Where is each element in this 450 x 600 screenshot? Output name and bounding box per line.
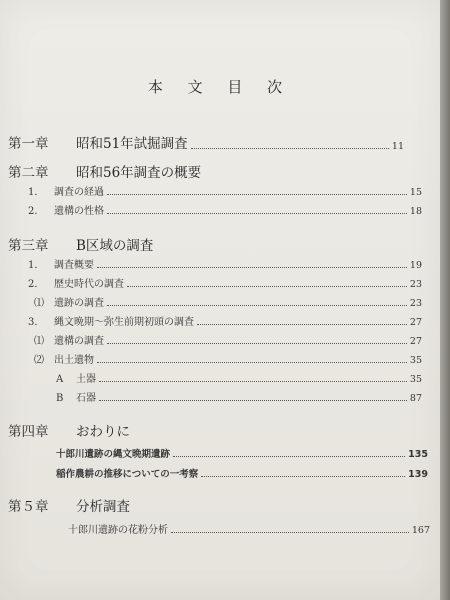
chapter-number: 第一章	[8, 136, 49, 152]
entry-title: 十郎川遺跡の花粉分析	[68, 525, 168, 536]
entry-number: 1．	[28, 187, 45, 198]
entry-number: ⑵	[34, 355, 44, 366]
page-edge	[440, 0, 450, 600]
toc-entry	[56, 370, 422, 385]
toc-entry	[34, 351, 422, 366]
dot-leader	[99, 400, 407, 401]
toc-entry	[56, 389, 422, 404]
toc-chapter-2	[8, 161, 201, 181]
toc-chapter-3	[8, 234, 153, 254]
chapter-number: 第三章	[8, 238, 49, 254]
entry-number: ⑴	[34, 336, 44, 347]
dot-leader	[107, 305, 407, 306]
dot-leader	[107, 213, 407, 214]
page-number: 18	[409, 206, 422, 217]
page-number: 11	[391, 141, 404, 152]
entry-number: 1．	[28, 260, 45, 271]
page-number: 27	[409, 317, 422, 328]
entry-number: ⑴	[34, 298, 44, 309]
page-number: 87	[409, 393, 422, 404]
toc-entry	[68, 521, 430, 536]
chapter-title: 昭和56年調査の概要	[76, 165, 202, 181]
entry-title: 遺跡の調査	[54, 298, 104, 309]
dot-leader	[107, 343, 407, 344]
toc-entry	[34, 332, 422, 347]
page-number: 35	[409, 374, 422, 385]
chapter-title: 分析調査	[76, 499, 130, 515]
entry-number: A	[56, 374, 64, 385]
entry-number: 2．	[28, 279, 45, 290]
chapter-title: B区域の調査	[76, 238, 154, 254]
page-number: 15	[409, 187, 422, 198]
dot-leader	[97, 267, 407, 268]
chapter-number: 第四章	[8, 424, 49, 440]
toc-chapter-4	[8, 420, 130, 440]
page-number: 35	[409, 355, 422, 366]
toc-chapter-5	[8, 495, 130, 515]
toc-title: 本 文 目 次	[147, 78, 293, 96]
toc-entry	[28, 183, 422, 198]
entry-title: 土器	[76, 374, 96, 385]
dot-leader	[197, 324, 407, 325]
page-number: 23	[409, 298, 422, 309]
page-number: 135	[408, 449, 428, 460]
page-number: 19	[409, 260, 422, 271]
chapter-title: おわりに	[76, 424, 130, 440]
page-number: 167	[411, 525, 430, 536]
entry-title: 調査の経過	[54, 187, 104, 198]
dot-leader	[97, 362, 407, 363]
toc-entry	[28, 275, 422, 290]
toc-entry	[56, 446, 428, 460]
entry-title: 石器	[76, 393, 96, 404]
entry-title: 歴史時代の調査	[54, 279, 124, 290]
entry-number: 2．	[28, 206, 45, 217]
toc-entry	[28, 202, 422, 217]
dot-leader	[127, 286, 407, 287]
entry-title: 出土遺物	[54, 355, 94, 366]
entry-title: 縄文晩期～弥生前期初頭の調査	[54, 317, 194, 328]
toc-entry	[56, 466, 428, 480]
chapter-title: 昭和51年試掘調査	[76, 136, 188, 152]
dot-leader	[99, 381, 407, 382]
page-number: 139	[408, 469, 428, 480]
dot-leader	[173, 456, 405, 457]
dot-leader	[191, 148, 389, 149]
entry-title: 十郎川遺跡の縄文晩期遺跡	[56, 449, 171, 460]
entry-number: 3．	[28, 317, 45, 328]
toc-entry	[28, 256, 422, 271]
entry-title: 遺構の性格	[54, 206, 104, 217]
page-number: 27	[409, 336, 422, 347]
dot-leader	[171, 532, 409, 533]
dot-leader	[107, 194, 407, 195]
entry-title: 遺構の調査	[54, 336, 104, 347]
dot-leader	[201, 476, 405, 477]
page-number: 23	[409, 279, 422, 290]
chapter-number: 第二章	[8, 165, 49, 181]
toc-entry	[34, 294, 422, 309]
chapter-number: 第５章	[8, 499, 49, 515]
entry-title: 調査概要	[54, 260, 94, 271]
entry-title: 稲作農耕の推移についての一考察	[56, 469, 199, 480]
entry-number: B	[56, 393, 64, 404]
toc-entry	[28, 313, 422, 328]
toc-chapter-1	[8, 132, 404, 152]
